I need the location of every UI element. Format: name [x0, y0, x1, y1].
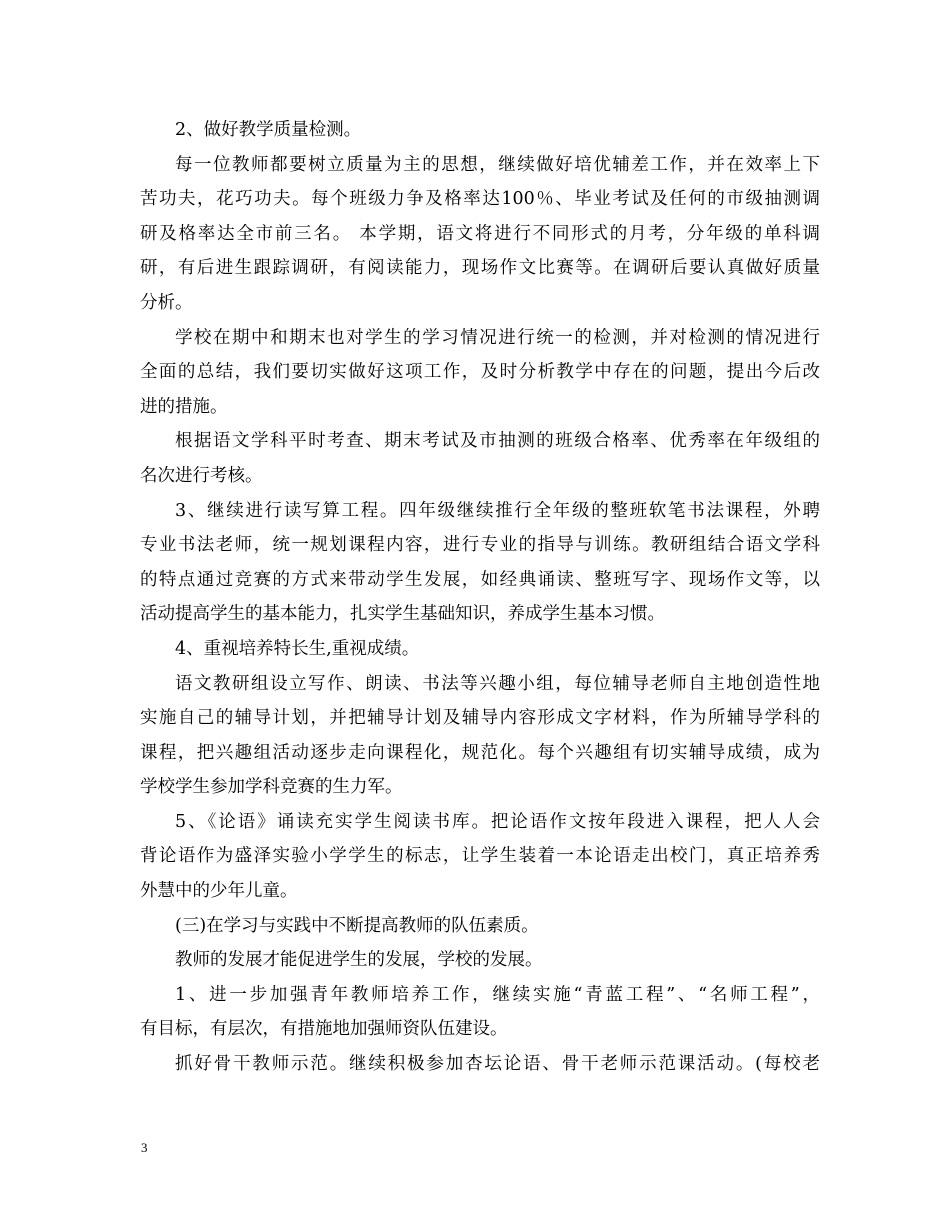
- text-line: 5、《论语》诵读充实学生阅读书库。把论语作文按年段进入课程，把人人会: [175, 811, 820, 832]
- text-line: 的特点通过竞赛的方式来带动学生发展，如经典诵读、整班写字、现场作文等，以: [140, 569, 820, 590]
- section-heading: (三)在学习与实践中不断提高教师的队伍素质。: [175, 915, 539, 936]
- text-line: 研及格率达全市前三名。 本学期，语文将进行不同形式的月考，分年级的单科调: [140, 223, 820, 244]
- text-line: 进的措施。: [140, 396, 228, 417]
- text-line: 有目标，有层次，有措施地加强师资队伍建设。: [140, 1019, 508, 1040]
- text-line: 语文教研组设立写作、朗读、书法等兴趣小组，每位辅导老师自主地创造性地: [175, 673, 820, 694]
- text-line: 名次进行考核。: [140, 465, 263, 486]
- document-body: [140, 113, 820, 1082]
- text-line: 外慧中的少年儿童。: [140, 881, 298, 902]
- text-line: 实施自己的辅导计划，并把辅导计划及辅导内容形成文字材料，作为所辅导学科的: [140, 708, 820, 729]
- text-line: 学校学生参加学科竞赛的生力军。: [140, 777, 403, 798]
- text-line: 根据语文学科平时考查、期末考试及市抽测的班级合格率、优秀率在年级组的: [175, 431, 820, 452]
- text-line: 1、进一步加强青年教师培养工作，继续实施“青蓝工程”、“名师工程”，: [175, 984, 820, 1005]
- text-line: 抓好骨干教师示范。继续积极参加杏坛论语、骨干老师示范课活动。(每校老: [175, 1054, 820, 1075]
- text-line: 全面的总结，我们要切实做好这项工作，及时分析教学中存在的问题，提出今后改: [140, 362, 820, 383]
- text-line: 2、做好教学质量检测。: [175, 120, 362, 140]
- page-number: 3: [141, 1140, 148, 1155]
- text-line: 研，有后进生跟踪调研，有阅读能力，现场作文比赛等。在调研后要认真做好质量: [140, 258, 820, 279]
- text-line: 课程，把兴趣组活动逐步走向课程化，规范化。每个兴趣组有切实辅导成绩，成为: [140, 742, 820, 763]
- text-line: 每一位教师都要树立质量为主的思想，继续做好培优辅差工作，并在效率上下: [175, 154, 820, 175]
- text-line: 活动提高学生的基本能力，扎实学生基础知识，养成学生基本习惯。: [140, 604, 665, 625]
- text-line: 教师的发展才能促进学生的发展，学校的发展。: [175, 950, 543, 971]
- text-line: 分析。: [140, 292, 193, 313]
- text-line: 4、重视培养特长生,重视成绩。: [175, 638, 420, 659]
- text-line: 背论语作为盛泽实验小学学生的标志，让学生装着一本论语走出校门，真正培养秀: [140, 846, 820, 867]
- text-line: 学校在期中和期末也对学生的学习情况进行统一的检测，并对检测的情况进行: [175, 327, 820, 348]
- text-line: 3、继续进行读写算工程。四年级继续推行全年级的整班软笔书法课程，外聘: [175, 500, 820, 521]
- text-line: 苦功夫，花巧功夫。每个班级力争及格率达100％、毕业考试及任何的市级抽测调: [140, 189, 820, 210]
- text-line: 专业书法老师，统一规划课程内容，进行专业的指导与训练。教研组结合语文学科: [140, 535, 820, 556]
